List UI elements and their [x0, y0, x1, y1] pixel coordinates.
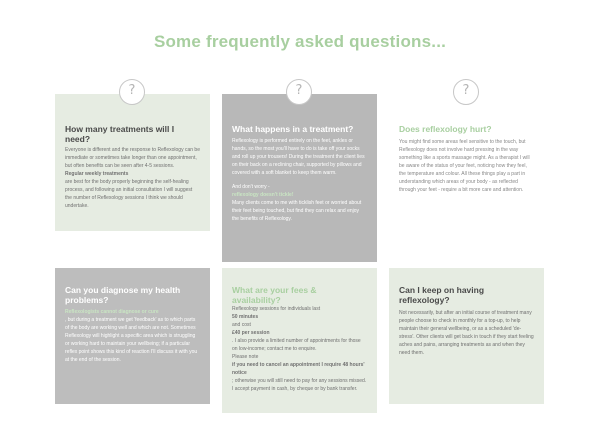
- faq-answer: Reflexology sessions for individuals last: [232, 306, 321, 312]
- faq-question: Can I keep on having reflexology?: [399, 285, 485, 305]
- faq-answer: You might find some areas feel sensitive to the touch, but Reflexology does not involve hard pressing in the way something like a sports massage might. As a therapist I will be aware of the status of your feet, noticing how they feel, the temperature and colour. All these things play a part in understanding which areas of your body - as reflected through your feet - require a bit more care and attention.: [399, 139, 530, 193]
- faq-answer: Please note: [232, 354, 259, 360]
- page-title: Some frequently asked questions...: [153, 32, 447, 51]
- faq-question: Does reflexology hurt?: [399, 124, 492, 134]
- faq-card-pain: [389, 94, 544, 262]
- faq-question: What are your fees & availability?: [232, 285, 317, 305]
- faq-answer: Many clients come to me with ticklish feet or worried about their feet being touched, but find they can relax and enjoy the benefits of Reflexology.: [232, 200, 362, 222]
- faq-question: How many treatments will I need?: [65, 124, 175, 144]
- faq-answer: Everyone is different and the response to Reflexology can be immediate or sometimes take longer than one appointment, but often benefits can be seen after 4-5 sessions.: [65, 147, 200, 169]
- faq-highlight: Reflexologists cannot diagnose or cure: [65, 309, 159, 315]
- faq-card-treatment-process: [222, 94, 377, 262]
- question-icon: ?: [119, 79, 145, 105]
- faq-answer: Not necessarily, but after an initial course of treatment many people choose to check in monthly for a top-up, to help maintain their general wellbeing, or as a scheduled 'de-stress'. Other clients will get back in touch if they start feeling aches and pains, arranging treatments as and when they need them.: [399, 310, 534, 356]
- faq-answer: And don't worry -: [232, 184, 270, 190]
- faq-card-fees: [222, 268, 377, 413]
- faq-highlight: Regular weekly treatments: [65, 171, 129, 177]
- faq-answer: , but during a treatment we get 'feedback' as to which parts of the body are working well and which are not. Sometimes Reflexology will highlight a specific area which is struggling or working hard to maintain your wellbeing; if a particular reflex point shows this kind of reaction I'll discuss it with you at the end of the session.: [65, 317, 198, 363]
- faq-card-ongoing: [389, 268, 544, 404]
- faq-answer: ; otherwise you will still need to pay for any sessions missed. I accept payment in cash, by cheque or by bank transfer.: [232, 378, 367, 392]
- faq-question: What happens in a treatment?: [232, 124, 354, 134]
- faq-card-diagnosis: [55, 268, 210, 404]
- faq-answer: and cost: [232, 322, 251, 328]
- faq-highlight: if you need to cancel an appointment I require 48 hours' notice: [232, 362, 365, 376]
- question-icon: ?: [453, 79, 479, 105]
- faq-question: Can you diagnose my health problems?: [65, 285, 181, 305]
- faq-answer: . I also provide a limited number of appointments for those on low-income; contact me to enquire.: [232, 338, 361, 352]
- faq-highlight: 50 minutes: [232, 314, 259, 320]
- faq-card-treatments: [55, 94, 210, 231]
- faq-highlight: £40 per session: [232, 330, 270, 336]
- question-icon: ?: [286, 79, 312, 105]
- faq-highlight: reflexology doesn't tickle!: [232, 192, 294, 198]
- faq-answer: Reflexology is performed entirely on the feet, ankles or hands, so the most you'll have to do is take off your socks and roll up your trousers! During the treatment the client lies on their back on a reclining chair, supported by pillows and covered with a soft blanket to keep them warm.: [232, 138, 365, 176]
- faq-answer: are best for the body properly beginning the self-healing process, and following an initial consultation I will suggest the number of Reflexology sessions I think we should undertake.: [65, 179, 193, 209]
